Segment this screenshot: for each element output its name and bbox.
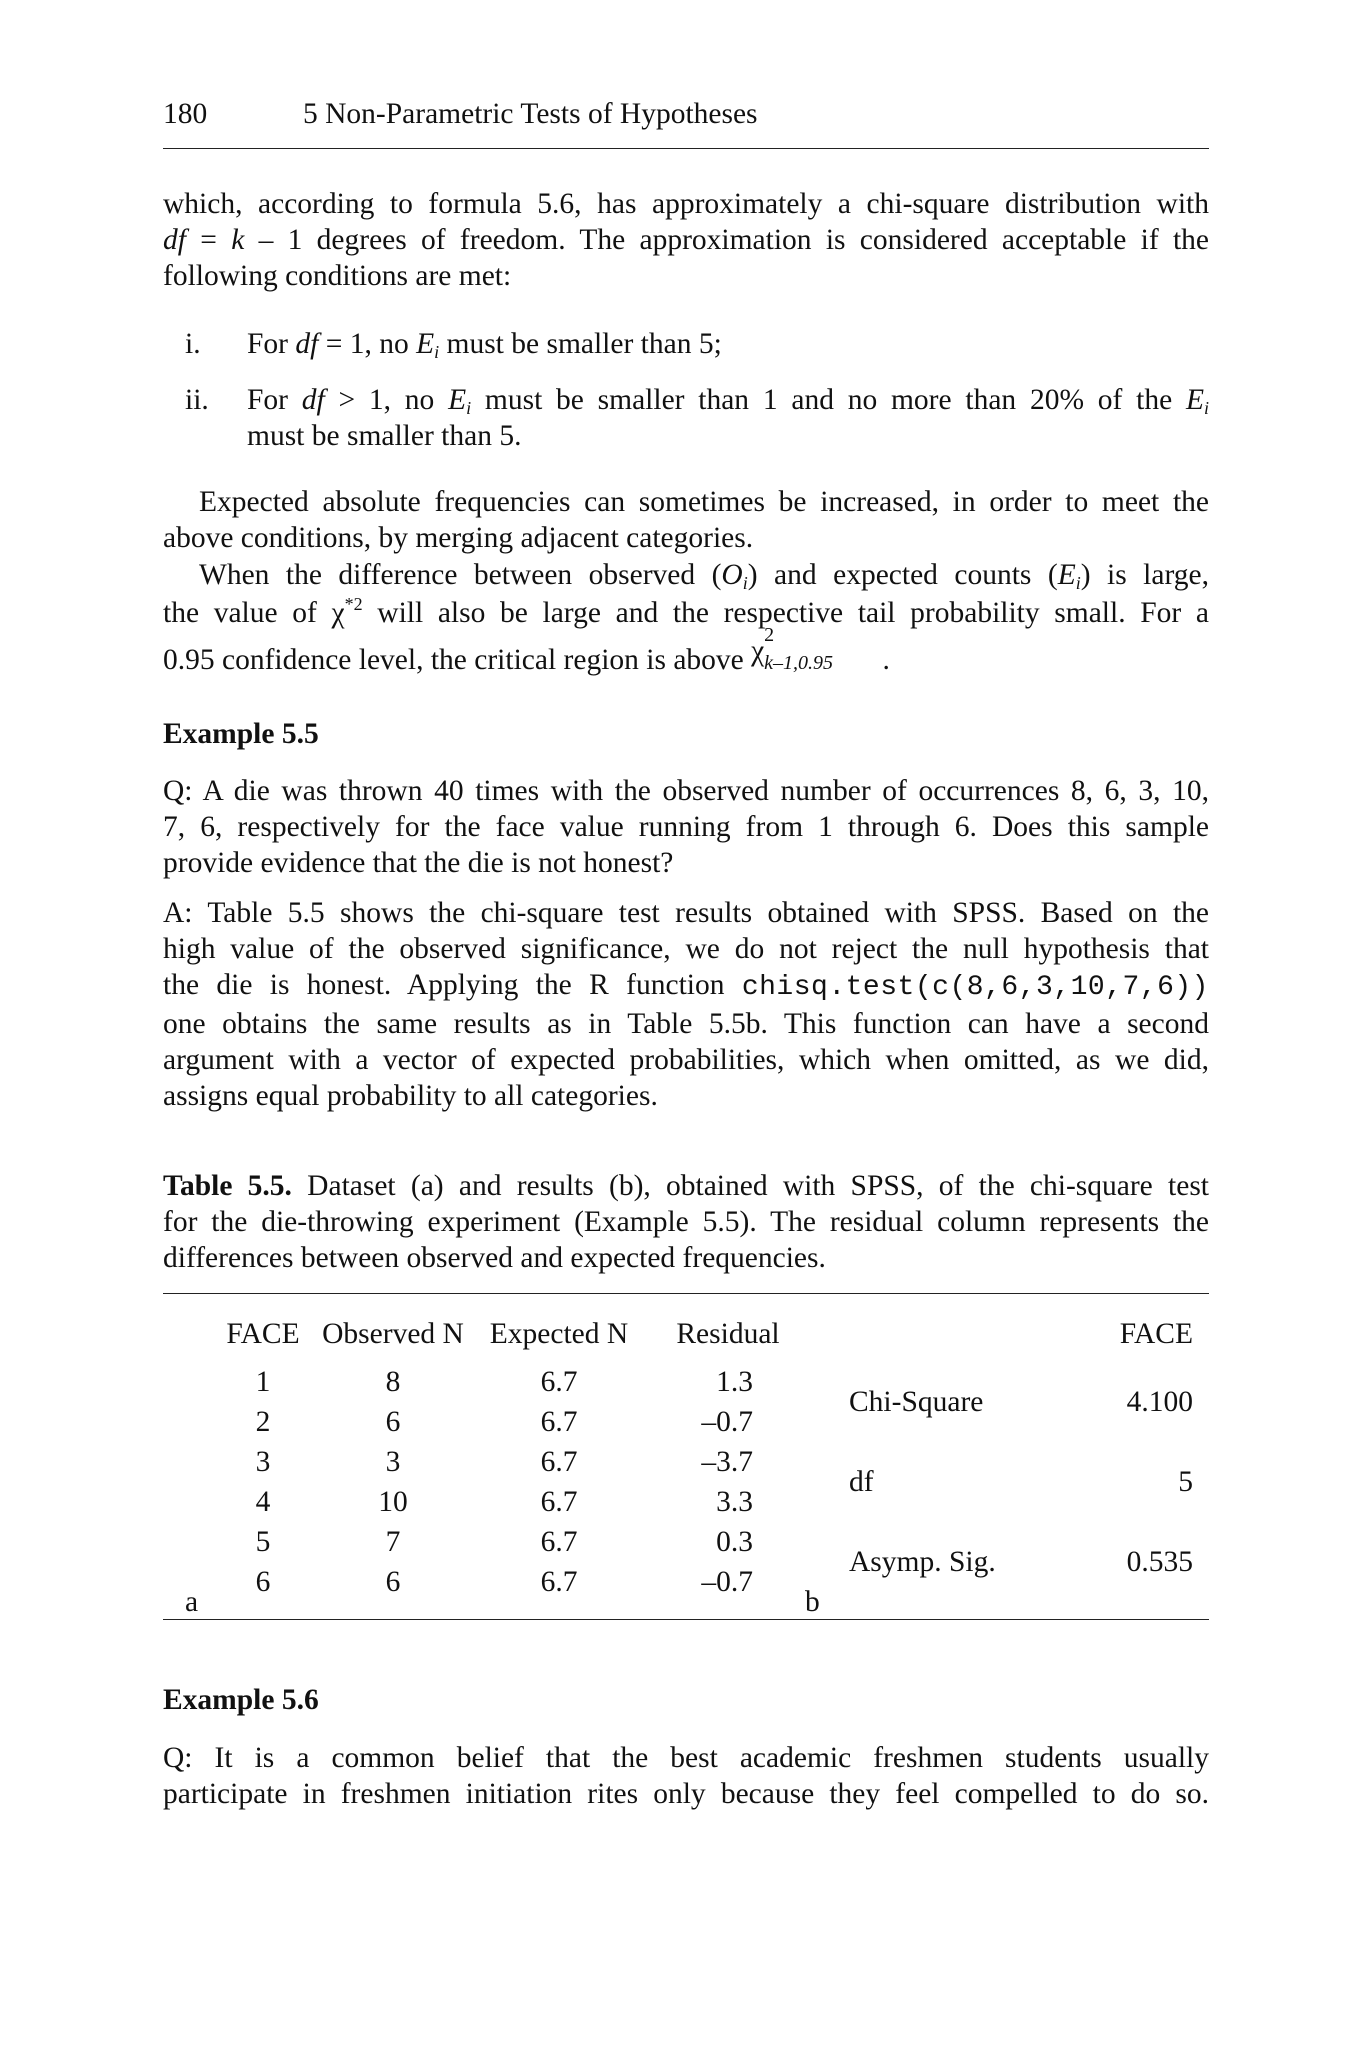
table-bottom-rule: [163, 1619, 1209, 1620]
example-heading: Example 5.5: [163, 718, 319, 750]
r-code: chisq.test(c(8,6,3,10,7,6)): [741, 972, 1209, 1003]
intro-paragraph: [163, 186, 1209, 294]
table-b: FACE Chi-Square 4.100 df 5 Asymp. Sig. 0.535 b: [805, 1318, 1193, 1618]
example-answer: A: Table 5.5 shows the chi-square test results obtained with SPSS. Based on the high value of the observed significance, we do not reject the null hypothesis that the die is honest. Applying the R function chisq.test(c(8,6,3,10,7,6)) one obtains the same results as in Table 5.5b. This function can have a second argument with a vector of expected probabilities, which when omitted, as we did, assigns equal probability to all categories.: [163, 897, 1209, 1112]
chapter-title: 5 Non-Parametric Tests of Hypotheses: [303, 98, 758, 130]
difference-paragraph: When the difference between observed $(O_i)$ and expected counts $(E_i)$ is large, the value of $\chi^{*2}$ will also be large and the respective tail probability small. For a 0.95 confidence level, the critical region is above χ 2 k–1,0.95 .: [163, 559, 1209, 676]
chi-symbol: χ: [331, 597, 345, 629]
condition-text: For df > 1, no $E_i$ must be smaller than 1 and no more than 20% of the $E_i$ must be smaller than 5.: [247, 384, 1209, 452]
list-marker: ii.: [185, 384, 209, 416]
column-header: Residual: [676, 1318, 780, 1350]
column-header: FACE: [226, 1318, 300, 1350]
list-marker: i.: [185, 328, 201, 360]
chi-critical-symbol: χ 2 k–1,0.95: [751, 624, 834, 674]
table-a: FACE Observed N Expected N Residual 1 8 6.7 1.3 2 6 6.7 –0.7 3 3 6.7 –3.7 4 10 6.7 3.3 5 7 6.7 0.3 6 6 6.7 –0.7 a: [163, 1318, 803, 1618]
header-divider: [163, 148, 1209, 149]
column-header: Observed N: [322, 1318, 464, 1350]
table-a-label: a: [185, 1586, 199, 1618]
column-header: FACE: [1119, 1318, 1193, 1350]
table-caption: Table 5.5. Dataset (a) and results (b), obtained with SPSS, of the chi-square test for the die-throwing experiment (Example 5.5). The residual column represents the differences between observed and expected frequencies.: [163, 1170, 1209, 1274]
condition-text: For df = 1, no $E_i$ must be smaller than 5;: [247, 328, 722, 362]
table-b-label: b: [805, 1586, 820, 1618]
example-question: Q: A die was thrown 40 times with the observed number of occurrences 8, 6, 3, 10, 7, 6, respectively for the face value running from 1 through 6. Does this sample provide evidence that the die is not honest?: [163, 775, 1209, 879]
merge-paragraph: Expected absolute frequencies can sometimes be increased, in order to meet the above conditions, by merging adjacent categories.: [163, 486, 1209, 554]
column-header: Expected N: [489, 1318, 629, 1350]
intro-line: which, according to formula 5.6, has approximately a chi-square distribution with: [163, 188, 1209, 220]
intro-line: df = k – 1 degrees of freedom. The approximation is considered acceptable if the: [163, 224, 1209, 256]
page-number: 180: [163, 98, 208, 130]
table-top-rule: [163, 1293, 1209, 1294]
running-header: [163, 98, 1209, 138]
example-question: Q: It is a common belief that the best academic freshmen students usually participate in freshmen initiation rites only because they feel compelled to do so.: [163, 1742, 1209, 1810]
intro-line: following conditions are met:: [163, 260, 512, 292]
example-heading: Example 5.6: [163, 1684, 319, 1716]
